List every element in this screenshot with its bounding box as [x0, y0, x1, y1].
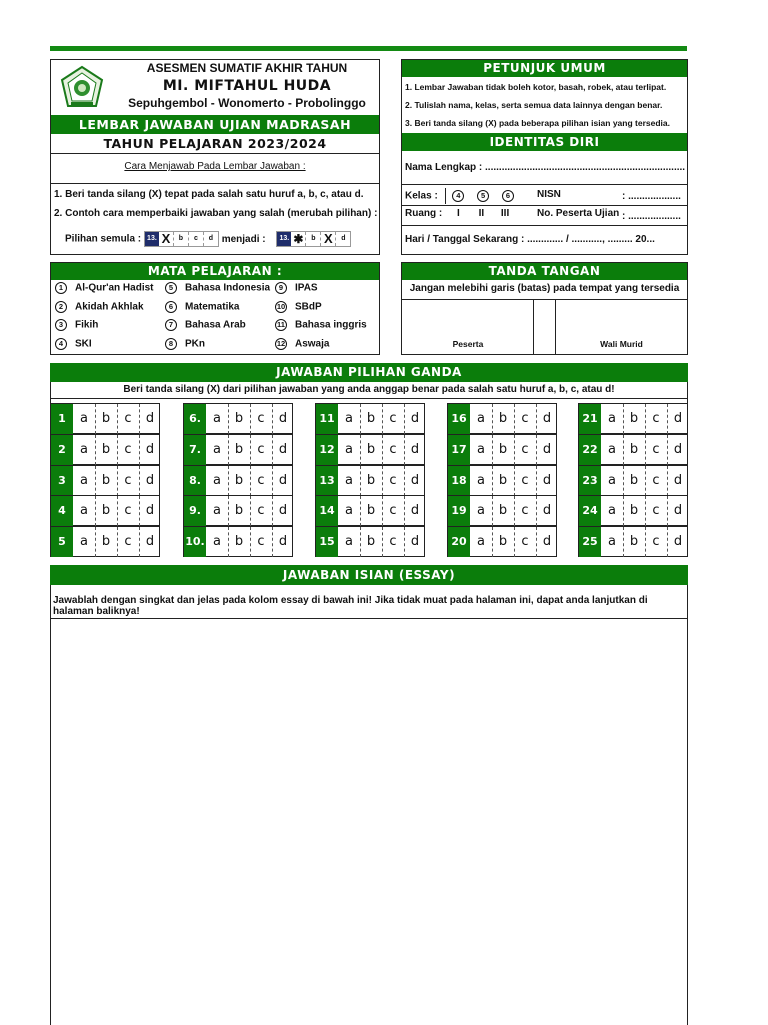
signature-box — [401, 262, 688, 355]
howto-step-2: 2. Contoh cara memperbaiki jawaban yang salah (merubah pilihan) : — [54, 208, 378, 219]
kelas-label: Kelas : — [405, 190, 438, 202]
answer-row — [447, 434, 557, 465]
subject-item[interactable] — [275, 282, 318, 294]
subject-item[interactable] — [165, 282, 270, 294]
answer-option-d[interactable]: d — [410, 534, 420, 550]
essay-instruction: Jawablah dengan singkat dan jelas pada kolom essay di bawah ini! Jika tidak muat pada halaman ini, dapat anda lanjutkan di halaman baliknya! — [53, 595, 648, 617]
answer-option-b[interactable]: b — [228, 435, 251, 465]
example-x: X — [161, 231, 171, 246]
answer-option-b[interactable]: b — [623, 466, 646, 496]
nama-lengkap-field[interactable]: Nama Lengkap : ........................................................................ — [405, 162, 686, 173]
answer-option-c[interactable]: c — [514, 527, 537, 557]
answer-option-b[interactable]: b — [492, 527, 515, 557]
subjects-box — [50, 262, 380, 355]
ruang-option-1[interactable]: I — [457, 208, 460, 219]
question-number: 22 — [579, 435, 601, 465]
no-peserta-field[interactable]: : ................... — [622, 211, 681, 222]
answer-option-a[interactable]: a — [338, 435, 361, 465]
question-number: 24 — [579, 496, 601, 526]
answer-option-a[interactable]: a — [338, 527, 361, 557]
answer-option-a[interactable]: a — [338, 496, 361, 526]
answer-option-a[interactable]: a — [206, 435, 229, 465]
answer-option-b[interactable]: b — [95, 527, 118, 557]
answer-option-c[interactable]: c — [645, 527, 668, 557]
answer-option-c[interactable]: c — [645, 404, 668, 434]
example-opt-d: d — [203, 232, 218, 246]
question-number: 14 — [316, 496, 338, 526]
answer-option-c[interactable]: c — [514, 435, 537, 465]
school-name: MI. MIFTAHUL HUDA — [162, 78, 332, 94]
question-number: 12 — [316, 435, 338, 465]
ruang-option-2[interactable]: II — [478, 208, 485, 219]
answer-option-a[interactable]: a — [206, 466, 229, 496]
answer-row — [315, 403, 425, 434]
subject-item[interactable] — [275, 338, 329, 350]
example-after-label: menjadi : — [221, 233, 266, 245]
answer-option-c[interactable]: c — [117, 496, 140, 526]
answer-row — [50, 403, 160, 434]
subject-number: 10 — [276, 301, 286, 311]
howto-step-1: 1. Beri tanda silang (X) tepat pada salah satu huruf a, b, c, atau d. — [54, 189, 364, 200]
answer-option-b[interactable]: b — [492, 404, 515, 434]
question-number: 25 — [579, 527, 601, 557]
subject-number: 9 — [275, 282, 287, 294]
answer-row — [447, 495, 557, 526]
answer-option-d[interactable]: d — [145, 534, 155, 550]
answer-option-d[interactable]: d — [673, 503, 683, 519]
question-number: 4 — [51, 496, 73, 526]
answer-option-c[interactable]: c — [117, 466, 140, 496]
question-number: 1 — [51, 404, 73, 434]
subject-number: 8 — [165, 338, 177, 350]
subject-item[interactable] — [165, 338, 205, 350]
answer-option-a[interactable]: a — [470, 404, 493, 434]
subject-label: Akidah Akhlak — [75, 301, 144, 313]
example-opt-c: c — [188, 232, 203, 246]
answer-option-a[interactable]: a — [73, 527, 96, 557]
subject-number: 1 — [55, 282, 67, 294]
answer-option-d[interactable]: d — [278, 441, 288, 457]
subject-item[interactable] — [165, 319, 246, 331]
answer-row — [578, 434, 688, 465]
subject-label: SKI — [75, 338, 92, 350]
answer-row — [50, 526, 160, 557]
kelas-option-6[interactable]: 6 — [502, 190, 514, 202]
subject-number: 6 — [165, 301, 177, 313]
answer-option-c[interactable]: c — [514, 496, 537, 526]
answer-option-b[interactable]: b — [360, 466, 383, 496]
answer-option-c[interactable]: c — [514, 466, 537, 496]
answer-option-a[interactable]: a — [601, 527, 624, 557]
answer-option-b[interactable]: b — [360, 527, 383, 557]
answer-option-c[interactable]: c — [382, 527, 405, 557]
question-number: 5 — [51, 527, 73, 557]
essay-title: JAWABAN ISIAN (ESSAY) — [50, 565, 688, 585]
question-number: 6. — [184, 404, 206, 434]
answer-option-d[interactable]: d — [410, 503, 420, 519]
answer-option-b[interactable]: b — [228, 527, 251, 557]
answer-row — [183, 526, 293, 557]
example-before-answer — [144, 231, 219, 247]
answer-option-b[interactable]: b — [360, 496, 383, 526]
question-number: 17 — [448, 435, 470, 465]
answer-row — [183, 403, 293, 434]
question-number: 8. — [184, 466, 206, 496]
question-number: 23 — [579, 466, 601, 496]
school-logo — [59, 65, 105, 111]
question-number: 16 — [448, 404, 470, 434]
answer-option-b[interactable]: b — [228, 496, 251, 526]
subject-number: 5 — [165, 282, 177, 294]
answer-option-c[interactable]: c — [382, 496, 405, 526]
essay-box — [50, 585, 688, 1025]
answer-option-d[interactable]: d — [542, 472, 552, 488]
subject-label: Al-Qur'an Hadist — [75, 282, 154, 294]
answer-option-d[interactable]: d — [673, 534, 683, 550]
answer-option-b[interactable]: b — [228, 466, 251, 496]
example-opt-d-2: d — [335, 232, 350, 246]
answer-option-b[interactable]: b — [360, 404, 383, 434]
answer-row — [447, 403, 557, 434]
answer-option-b[interactable]: b — [492, 435, 515, 465]
answer-option-b[interactable]: b — [623, 496, 646, 526]
answer-option-a[interactable]: a — [73, 435, 96, 465]
question-number: 18 — [448, 466, 470, 496]
pg-title: JAWABAN PILIHAN GANDA — [50, 363, 688, 382]
answer-option-b[interactable]: b — [95, 496, 118, 526]
subject-item[interactable] — [165, 301, 239, 313]
pg-instruction-box — [50, 382, 688, 399]
question-number: 15 — [316, 527, 338, 557]
answer-row — [183, 465, 293, 496]
answer-option-c[interactable]: c — [117, 527, 140, 557]
answer-option-d[interactable]: d — [673, 411, 683, 426]
answer-option-c[interactable]: c — [250, 496, 273, 526]
answer-option-d[interactable]: d — [410, 411, 420, 426]
subject-label: Bahasa Indonesia — [185, 282, 271, 294]
example-struck-x: ✱ — [293, 232, 304, 246]
subject-label: Bahasa inggris — [295, 319, 367, 331]
answer-row — [183, 495, 293, 526]
answer-row — [578, 495, 688, 526]
subject-number: 12 — [276, 338, 286, 348]
example-after-answer — [276, 231, 351, 247]
example-opt-b-2: b — [305, 232, 320, 246]
answer-option-a[interactable]: a — [338, 404, 361, 434]
answer-option-a[interactable]: a — [73, 466, 96, 496]
subject-label: Bahasa Arab — [185, 319, 246, 331]
ttd-title: TANDA TANGAN — [402, 263, 687, 280]
example-opt-b: b — [173, 232, 188, 246]
answer-option-d[interactable]: d — [542, 534, 552, 550]
answer-option-b[interactable]: b — [95, 435, 118, 465]
identitas-divider-1 — [402, 184, 687, 185]
instructions-box — [401, 59, 688, 255]
howto-divider — [51, 183, 379, 184]
answer-option-c[interactable]: c — [117, 404, 140, 434]
answer-option-d[interactable]: d — [278, 534, 288, 550]
question-number: 7. — [184, 435, 206, 465]
subject-item[interactable] — [55, 301, 144, 313]
answer-row — [50, 495, 160, 526]
answer-option-a[interactable]: a — [470, 527, 493, 557]
answer-option-b[interactable]: b — [228, 404, 251, 434]
ruang-label: Ruang : — [405, 208, 443, 219]
mapel-title: MATA PELAJARAN : — [51, 263, 379, 280]
subject-label: SBdP — [295, 301, 322, 313]
signature-gap — [534, 299, 556, 354]
answer-option-a[interactable]: a — [601, 466, 624, 496]
question-number: 19 — [448, 496, 470, 526]
answer-option-a[interactable]: a — [470, 496, 493, 526]
kelas-option-4[interactable]: 4 — [452, 190, 464, 202]
subject-item[interactable] — [275, 301, 322, 313]
answer-option-c[interactable]: c — [514, 404, 537, 434]
answer-option-d[interactable]: d — [145, 503, 155, 519]
answer-row — [447, 526, 557, 557]
subject-number: 7 — [165, 319, 177, 331]
example-x-2: X — [320, 232, 335, 246]
nisn-label: NISN — [537, 189, 561, 200]
answer-row — [50, 465, 160, 496]
answer-option-b[interactable]: b — [623, 404, 646, 434]
nisn-field[interactable]: : ................... — [622, 191, 681, 202]
answer-row — [315, 465, 425, 496]
essay-answer-area[interactable] — [51, 619, 687, 1023]
answer-option-c[interactable]: c — [250, 466, 273, 496]
school-address: Sepuhgembol - Wonomerto - Probolinggo — [128, 96, 366, 110]
example-row — [65, 231, 375, 249]
answer-option-d[interactable]: d — [145, 411, 155, 426]
answer-option-a[interactable]: a — [73, 404, 96, 434]
subject-label: PKn — [185, 338, 205, 350]
answer-option-b[interactable]: b — [623, 435, 646, 465]
answer-option-d[interactable]: d — [410, 441, 420, 457]
answer-option-a[interactable]: a — [601, 404, 624, 434]
subject-label: Matematika — [185, 301, 240, 313]
answer-option-d[interactable]: d — [673, 441, 683, 457]
subject-number: 11 — [275, 319, 287, 331]
wali-murid-label: Wali Murid — [600, 339, 643, 349]
answer-option-a[interactable]: a — [601, 496, 624, 526]
answer-option-c[interactable]: c — [382, 466, 405, 496]
question-number: 2 — [51, 435, 73, 465]
answer-option-b[interactable]: b — [360, 435, 383, 465]
subject-label: Aswaja — [295, 338, 330, 350]
answer-option-b[interactable]: b — [492, 496, 515, 526]
subject-number: 3 — [55, 319, 67, 331]
subject-label: IPAS — [295, 282, 318, 294]
answer-option-b[interactable]: b — [623, 527, 646, 557]
answer-option-d[interactable]: d — [542, 441, 552, 457]
answer-option-a[interactable]: a — [73, 496, 96, 526]
identitas-divider-2 — [402, 205, 687, 206]
ruang-option-3[interactable]: III — [500, 208, 510, 219]
question-number: 10. — [184, 527, 206, 557]
top-green-rule — [50, 46, 687, 51]
answer-option-d[interactable]: d — [278, 472, 288, 488]
answer-option-d[interactable]: d — [673, 472, 683, 488]
example-before-label: Pilihan semula : — [65, 233, 142, 245]
answer-option-c[interactable]: c — [250, 404, 273, 434]
petunjuk-item-1: 1. Lembar Jawaban tidak boleh kotor, basah, robek, atau terlipat. — [405, 82, 667, 92]
answer-row — [447, 465, 557, 496]
sheet-title-band: LEMBAR JAWABAN UJIAN MADRASAH — [51, 115, 379, 134]
answer-row — [50, 434, 160, 465]
subject-item[interactable] — [55, 338, 92, 350]
question-number: 3 — [51, 466, 73, 496]
petunjuk-item-3: 3. Beri tanda silang (X) pada beberapa pilihan isian yang tersedia. — [405, 118, 670, 128]
question-number: 21 — [579, 404, 601, 434]
answer-option-c[interactable]: c — [645, 496, 668, 526]
subject-item[interactable] — [275, 319, 367, 331]
answer-option-c[interactable]: c — [382, 435, 405, 465]
answer-option-a[interactable]: a — [206, 527, 229, 557]
answer-option-b[interactable]: b — [95, 466, 118, 496]
subject-number: 4 — [55, 338, 67, 350]
answer-option-c[interactable]: c — [382, 404, 405, 434]
answer-option-d[interactable]: d — [542, 411, 552, 426]
petunjuk-title: PETUNJUK UMUM — [402, 60, 687, 77]
subject-item[interactable] — [55, 319, 98, 331]
answer-option-b[interactable]: b — [492, 466, 515, 496]
answer-option-a[interactable]: a — [470, 435, 493, 465]
example-num: 13. — [145, 232, 159, 246]
answer-row — [578, 465, 688, 496]
answer-option-a[interactable]: a — [206, 404, 229, 434]
answer-option-c[interactable]: c — [250, 435, 273, 465]
answer-option-d[interactable]: d — [145, 441, 155, 457]
question-number: 13 — [316, 466, 338, 496]
petunjuk-item-2: 2. Tulislah nama, kelas, serta semua data lainnya dengan benar. — [405, 100, 663, 110]
answer-option-d[interactable]: d — [145, 472, 155, 488]
answer-option-c[interactable]: c — [117, 435, 140, 465]
answer-row — [183, 434, 293, 465]
kelas-separator — [445, 188, 446, 204]
answer-option-d[interactable]: d — [278, 411, 288, 426]
subject-number: 2 — [55, 301, 67, 313]
howto-title: Cara Menjawab Pada Lembar Jawaban : — [124, 161, 306, 172]
kelas-option-5[interactable]: 5 — [477, 190, 489, 202]
answer-option-d[interactable]: d — [410, 472, 420, 488]
identitas-title: IDENTITAS DIRI — [402, 133, 687, 151]
answer-option-a[interactable]: a — [206, 496, 229, 526]
exam-title: ASESMEN SUMATIF AKHIR TAHUN — [146, 61, 348, 75]
answer-option-d[interactable]: d — [278, 503, 288, 519]
example-num-2: 13. — [277, 232, 291, 246]
subject-label: Fikih — [75, 319, 99, 331]
answer-row — [315, 434, 425, 465]
answer-option-d[interactable]: d — [542, 503, 552, 519]
question-number: 11 — [316, 404, 338, 434]
answer-option-a[interactable]: a — [470, 466, 493, 496]
answer-option-c[interactable]: c — [645, 466, 668, 496]
identitas-divider-3 — [402, 225, 687, 226]
header-box — [50, 59, 380, 255]
answer-option-a[interactable]: a — [338, 466, 361, 496]
answer-option-b[interactable]: b — [95, 404, 118, 434]
subject-item[interactable] — [55, 282, 154, 294]
peserta-label: Peserta — [452, 339, 484, 349]
tanggal-field[interactable]: Hari / Tanggal Sekarang : ............. / ..........., ......... 20... — [405, 234, 655, 245]
question-number: 20 — [448, 527, 470, 557]
answer-option-a[interactable]: a — [601, 435, 624, 465]
answer-row — [578, 403, 688, 434]
answer-row — [578, 526, 688, 557]
answer-row — [315, 495, 425, 526]
ttd-note: Jangan melebihi garis (batas) pada tempat yang tersedia — [409, 283, 680, 294]
school-year-band: TAHUN PELAJARAN 2023/2024 — [51, 134, 379, 154]
answer-option-c[interactable]: c — [645, 435, 668, 465]
answer-row — [315, 526, 425, 557]
question-number: 9. — [184, 496, 206, 526]
no-peserta-label: No. Peserta Ujian — [537, 208, 620, 219]
pg-instruction: Beri tanda silang (X) dari pilihan jawaban yang anda anggap benar pada salah satu huruf a, b, c, atau d! — [123, 384, 615, 395]
answer-option-c[interactable]: c — [250, 527, 273, 557]
